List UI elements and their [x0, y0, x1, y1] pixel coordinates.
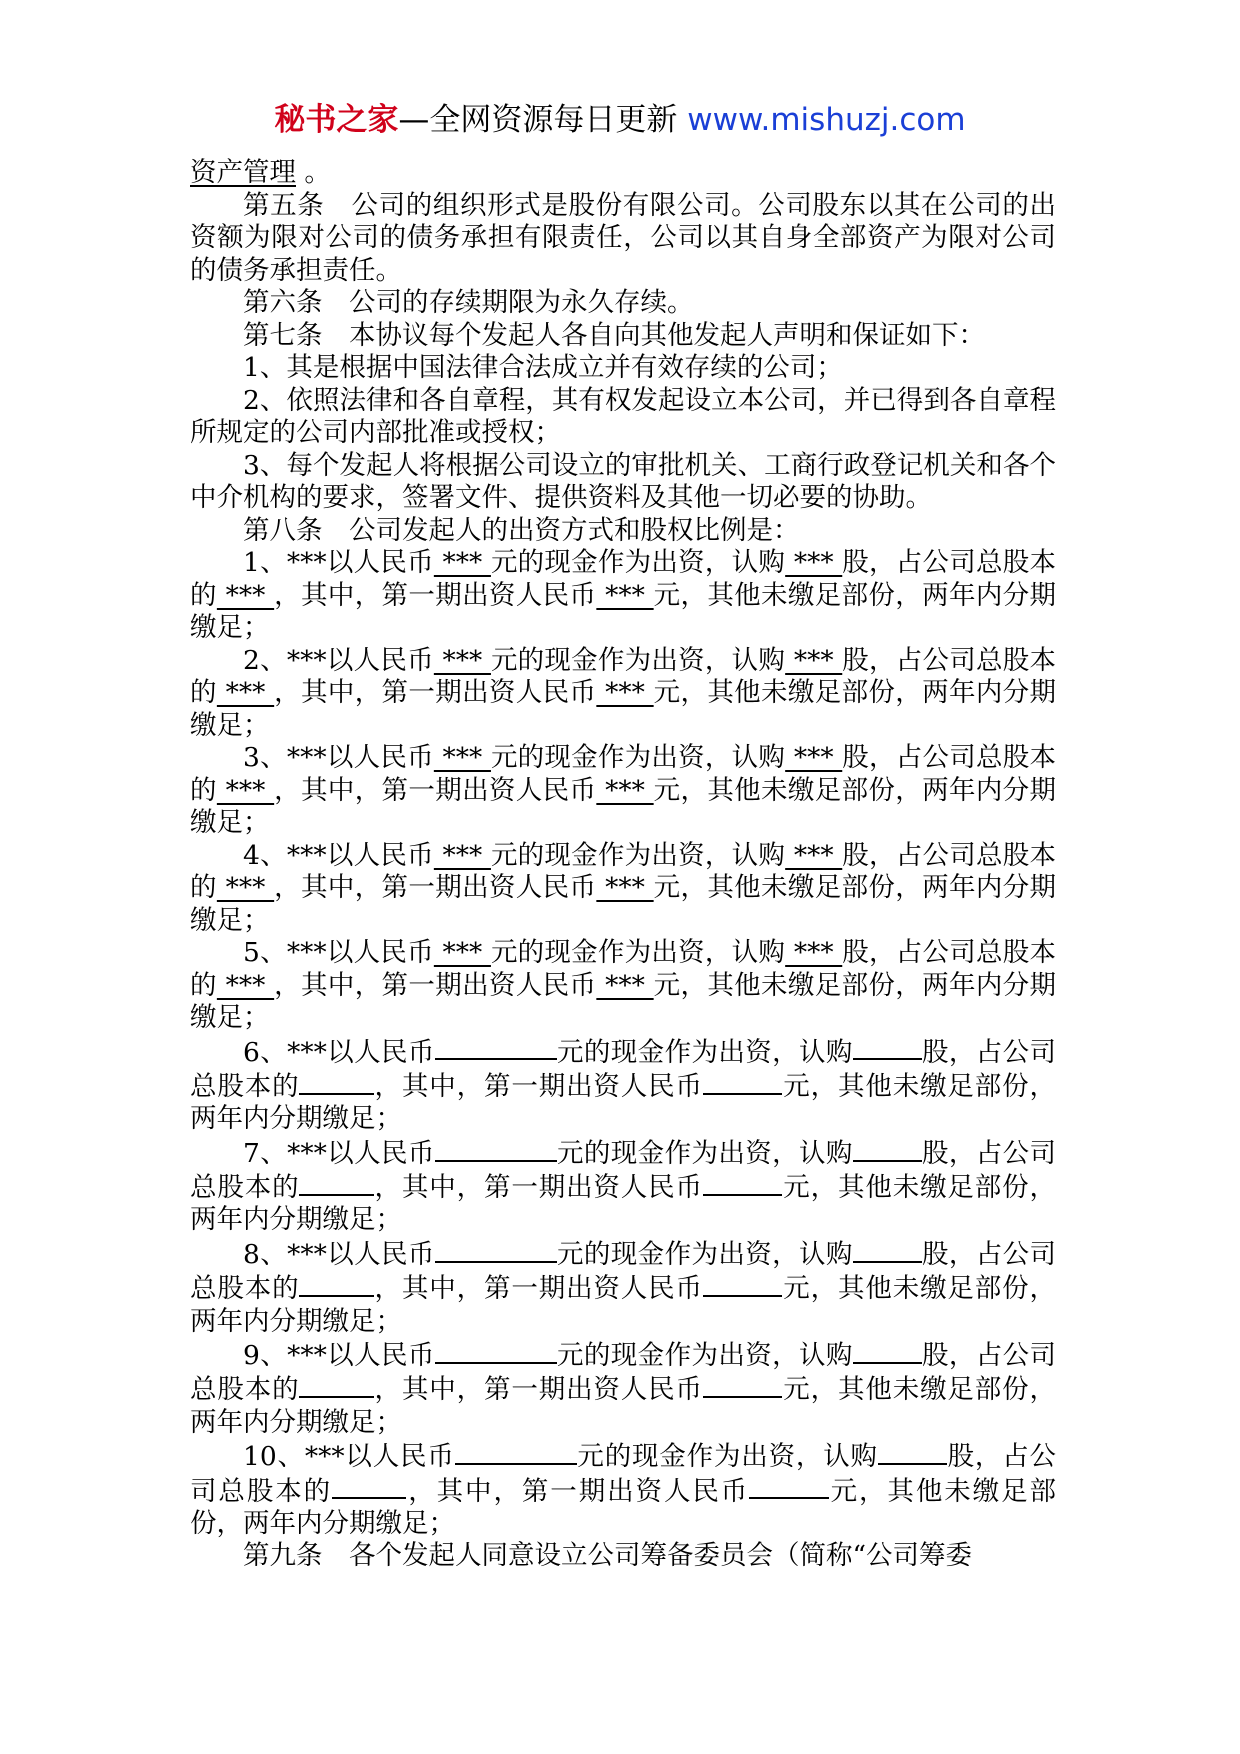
- contribution-a-text: 以人民币: [326, 1238, 435, 1270]
- contribution-first-field: ***: [596, 677, 654, 708]
- contribution-num-text: 9、: [243, 1339, 288, 1371]
- site-brand: 秘书之家: [274, 102, 399, 138]
- contribution-b-text: 元的现金作为出资，认购: [556, 1137, 853, 1169]
- contribution-e-text: 元，其他未缴足部份，两年内分期缴足；: [190, 872, 1057, 936]
- contribution-b-text: 元的现金作为出资，认购: [490, 547, 786, 578]
- contribution-amount-field: [435, 1035, 557, 1061]
- contribution-e-text: 元，其他未缴足部份，两年内分期缴足；: [190, 677, 1057, 741]
- contribution-shares-field: [853, 1338, 922, 1364]
- contribution-ratio-field: [332, 1474, 406, 1500]
- contribution-d-text: ，其中，第一期出资人民币: [373, 1171, 703, 1203]
- contribution-first-field: [749, 1474, 829, 1500]
- contribution-c-text: 股，占公司总股本的: [190, 547, 1056, 611]
- contribution-item: [190, 1338, 1056, 1439]
- contribution-a-text: 以人民币: [326, 839, 434, 871]
- article-6-text: 公司的存续期限为永久存续。: [349, 287, 694, 318]
- contribution-d-text: ，其中，第一期出资人民币: [274, 969, 597, 1001]
- contribution-c-text: 股，占公司总股本的: [190, 644, 1056, 708]
- contribution-name-text: ***: [286, 839, 327, 871]
- contribution-ratio-field: ***: [216, 774, 275, 806]
- contribution-item: [190, 645, 1056, 743]
- contribution-item: [190, 1136, 1056, 1237]
- contribution-ratio-field: ***: [216, 872, 275, 903]
- contribution-name-text: ***: [287, 1238, 327, 1270]
- carry-over-rest: 。: [296, 157, 331, 188]
- contribution-e-text: 元，其他未缴足部份，两年内分期缴足；: [190, 774, 1057, 838]
- contribution-c-text: 股，占公司总股本的: [190, 742, 1056, 806]
- site-tagline: —全网资源每日更新: [398, 102, 688, 138]
- contribution-d-text: ，其中，第一期出资人民币: [274, 872, 597, 903]
- contribution-a-text: 以人民币: [326, 1339, 435, 1371]
- contribution-num-text: 7、: [243, 1137, 288, 1169]
- contribution-ratio-field: [299, 1069, 373, 1095]
- contribution-c-text: 股，占公司总股本的: [190, 937, 1056, 1001]
- contribution-ratio-field: [299, 1170, 373, 1196]
- contribution-c-text: 股，占公司总股本的: [190, 1339, 1057, 1406]
- contribution-a-text: 以人民币: [326, 547, 434, 578]
- contribution-shares-field: [853, 1136, 922, 1162]
- contribution-d-text: ，其中，第一期出资人民币: [373, 1070, 703, 1102]
- contribution-shares-field: [853, 1035, 922, 1061]
- contribution-amount-field: ***: [433, 547, 491, 578]
- contribution-num-text: 6、: [243, 1036, 288, 1068]
- carry-over-line: [190, 157, 1056, 190]
- article-7-item: 3、每个发起人将根据公司设立的审批机关、工商行政登记机关和各个中介机构的要求，签署文件、提供资料及其他一切必要的协助。: [190, 449, 1056, 513]
- site-header: [0, 100, 1240, 140]
- carry-over-underlined: 资产管理: [190, 157, 296, 188]
- contribution-c-text: 股，占公司总股本的: [190, 1441, 1057, 1507]
- contribution-shares-field: [853, 1237, 922, 1263]
- contribution-item: [190, 1439, 1056, 1540]
- contribution-first-field: [703, 1170, 783, 1196]
- contribution-ratio-field: [299, 1271, 373, 1297]
- contribution-shares-field: ***: [785, 839, 843, 871]
- contribution-name-text: ***: [287, 1339, 327, 1371]
- contribution-name-text: ***: [304, 1441, 345, 1473]
- contribution-first-field: ***: [596, 872, 654, 903]
- article-7-text: 本协议每个发起人各自向其他发起人声明和保证如下：: [349, 319, 985, 351]
- contribution-b-text: 元的现金作为出资，认购: [576, 1441, 878, 1473]
- contribution-d-text: ，其中，第一期出资人民币: [373, 1374, 703, 1406]
- contribution-amount-field: [435, 1338, 557, 1364]
- contribution-num-text: 5、: [243, 937, 287, 968]
- contribution-num-text: 1、: [243, 547, 287, 578]
- contribution-e-text: 元，其他未缴足部份，两年内分期缴足；: [190, 1171, 1057, 1236]
- contribution-name-text: ***: [286, 644, 327, 676]
- contribution-a-text: 以人民币: [344, 1441, 455, 1473]
- contribution-amount-field: ***: [433, 742, 491, 773]
- contribution-c-text: 股，占公司总股本的: [190, 1137, 1057, 1203]
- contribution-e-text: 元，其他未缴足部份，两年内分期缴足；: [190, 1475, 1057, 1539]
- contribution-shares-field: ***: [785, 937, 843, 968]
- article-7-item: 2、依照法律和各自章程，其有权发起设立本公司，并已得到各自章程所规定的公司内部批准或授权；: [190, 384, 1056, 448]
- contribution-num-text: 10、: [243, 1441, 305, 1473]
- contribution-b-text: 元的现金作为出资，认购: [556, 1036, 853, 1068]
- contribution-name-text: ***: [286, 742, 327, 773]
- article-7: [190, 320, 1056, 353]
- contribution-amount-field: [435, 1136, 557, 1162]
- contribution-list: [190, 547, 1056, 1540]
- article-5: [190, 190, 1056, 288]
- contribution-num-text: 4、: [243, 839, 287, 871]
- contribution-b-text: 元的现金作为出资，认购: [490, 937, 786, 968]
- article-7-item: 1、其是根据中国法律合法成立并有效存续的公司；: [243, 352, 843, 383]
- contribution-ratio-field: ***: [216, 677, 275, 708]
- contribution-amount-field: ***: [433, 839, 491, 871]
- contribution-shares-field: ***: [785, 742, 843, 773]
- article-8: [190, 515, 1056, 548]
- contribution-c-text: 股，占公司总股本的: [190, 839, 1056, 903]
- contribution-ratio-field: ***: [216, 969, 275, 1001]
- contribution-shares-field: ***: [785, 644, 843, 676]
- contribution-item: [190, 1035, 1056, 1136]
- contribution-a-text: 以人民币: [326, 1036, 435, 1068]
- contribution-amount-field: [455, 1439, 577, 1465]
- contribution-amount-field: ***: [433, 644, 491, 676]
- contribution-e-text: 元，其他未缴足部份，两年内分期缴足；: [190, 1374, 1057, 1438]
- contribution-item: [190, 1237, 1056, 1338]
- article-9-label: 第九条: [243, 1540, 323, 1572]
- contribution-a-text: 以人民币: [326, 937, 434, 968]
- contribution-name-text: ***: [286, 547, 327, 578]
- contribution-e-text: 元，其他未缴足部份，两年内分期缴足；: [190, 579, 1057, 643]
- article-8-label: 第八条: [243, 514, 323, 546]
- contribution-first-field: ***: [596, 774, 654, 806]
- contribution-b-text: 元的现金作为出资，认购: [556, 1238, 853, 1270]
- site-url-link[interactable]: www.mishuzj.com: [687, 102, 966, 138]
- document-body: [190, 157, 1056, 1573]
- contribution-first-field: ***: [596, 579, 654, 611]
- contribution-first-field: [703, 1372, 783, 1398]
- contribution-first-field: [703, 1271, 783, 1297]
- contribution-b-text: 元的现金作为出资，认购: [490, 644, 786, 676]
- contribution-name-text: ***: [287, 1137, 327, 1169]
- contribution-ratio-field: ***: [216, 579, 275, 611]
- contribution-b-text: 元的现金作为出资，认购: [490, 742, 786, 773]
- contribution-d-text: ，其中，第一期出资人民币: [406, 1475, 750, 1507]
- contribution-e-text: 元，其他未缴足部份，两年内分期缴足；: [190, 1273, 1057, 1337]
- contribution-ratio-field: [299, 1372, 373, 1398]
- contribution-shares-field: ***: [785, 547, 843, 578]
- article-9: [190, 1540, 1056, 1573]
- article-6-label: 第六条: [243, 287, 323, 318]
- contribution-item: [190, 742, 1056, 840]
- contribution-shares-field: [878, 1439, 947, 1465]
- contribution-e-text: 元，其他未缴足部份，两年内分期缴足；: [190, 969, 1057, 1033]
- article-8-text: 公司发起人的出资方式和股权比例是：: [349, 514, 800, 546]
- article-7-label: 第七条: [243, 319, 323, 351]
- contribution-item: [190, 840, 1056, 938]
- contribution-d-text: ，其中，第一期出资人民币: [373, 1273, 703, 1305]
- contribution-d-text: ，其中，第一期出资人民币: [274, 677, 597, 708]
- contribution-num-text: 3、: [243, 742, 287, 773]
- contribution-a-text: 以人民币: [326, 1137, 435, 1169]
- article-5-label: 第五条: [243, 189, 325, 221]
- contribution-first-field: [703, 1069, 783, 1095]
- contribution-a-text: 以人民币: [326, 644, 434, 676]
- contribution-amount-field: ***: [433, 937, 491, 968]
- contribution-b-text: 元的现金作为出资，认购: [556, 1339, 853, 1371]
- contribution-amount-field: [435, 1237, 557, 1263]
- contribution-item: [190, 547, 1056, 645]
- contribution-num-text: 8、: [243, 1238, 288, 1270]
- article-6: [190, 287, 1056, 320]
- contribution-name-text: ***: [286, 937, 327, 968]
- contribution-b-text: 元的现金作为出资，认购: [490, 839, 786, 871]
- contribution-e-text: 元，其他未缴足部份，两年内分期缴足；: [190, 1070, 1057, 1135]
- contribution-item: [190, 937, 1056, 1035]
- contribution-first-field: ***: [596, 969, 654, 1001]
- contribution-d-text: ，其中，第一期出资人民币: [274, 774, 597, 806]
- article-9-text: 各个发起人同意设立公司筹备委员会（简称“公司筹委: [349, 1540, 973, 1572]
- contribution-c-text: 股，占公司总股本的: [190, 1238, 1057, 1305]
- contribution-d-text: ，其中，第一期出资人民币: [274, 579, 597, 611]
- contribution-c-text: 股，占公司总股本的: [190, 1036, 1057, 1102]
- contribution-a-text: 以人民币: [326, 742, 434, 773]
- contribution-name-text: ***: [287, 1036, 327, 1068]
- article-5-text: 公司的组织形式是股份有限公司。公司股东以其在公司的出资额为限对公司的债务承担有限责任，公司以其自身全部资产为限对公司的债务承担责任。: [190, 189, 1057, 286]
- contribution-num-text: 2、: [243, 644, 287, 676]
